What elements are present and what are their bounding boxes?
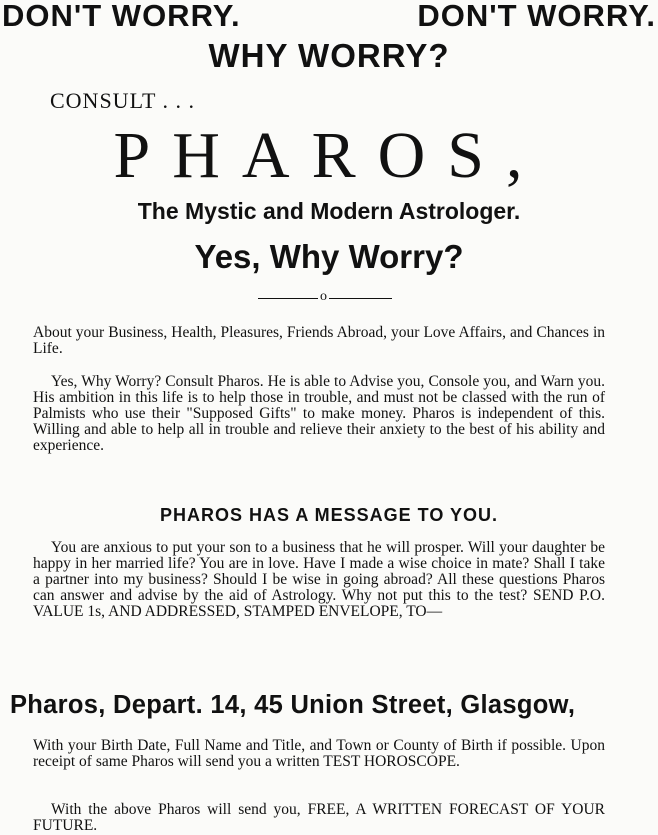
dont-worry-left: DON'T WORRY.: [2, 0, 241, 33]
yes-why-worry-heading: Yes, Why Worry?: [194, 238, 464, 275]
dont-worry-right: DON'T WORRY.: [417, 0, 656, 33]
divider-mark: o: [320, 289, 327, 304]
closing-paragraph: With the above Pharos will send you, FREE, A WRITTEN FORECAST OF YOUR FUTURE.: [33, 801, 605, 834]
why-worry-heading: WHY WORRY?: [208, 37, 450, 74]
address-line: Pharos, Depart. 14, 45 Union Street, Glasgow,: [10, 691, 576, 719]
description-paragraph: Yes, Why Worry? Consult Pharos. He is able to Advise you, Console you, and Warn you. His ambition in this life is to help those in trouble, and must not be classed with the run of Palmists who use their "Supposed Gifts" to make money. Pharos is independent of this. Willing and able to help all in trouble and relieve their anxiety to the best of his ability and experience.: [33, 373, 605, 454]
intro-paragraph: About your Business, Health, Pleasures, Friends Abroad, your Love Affairs, and Chances in Life.: [33, 324, 605, 357]
tagline: The Mystic and Modern Astrologer.: [137, 198, 521, 224]
instructions-paragraph: With your Birth Date, Full Name and Title, and Town or County of Birth if possible. Upon receipt of same Pharos will send you a written TEST HOROSCOPE.: [33, 737, 605, 770]
message-paragraph: You are anxious to put your son to a business that he will prosper. Will your daughter be happy in her married life? You are in love. Have I made a wise choice in mate? Shall I take a partner into my business? Should I be wise in going abroad? All these questions Pharos can answer and advise by the aid of Astrology. Why not put this to the test? SEND P.O. VALUE 1s, AND ADDRESSED, STAMPED ENVELOPE, TO—: [33, 539, 605, 620]
pharos-title: PHAROS,: [113, 119, 545, 192]
consult-label: CONSULT . . .: [50, 88, 196, 113]
message-heading: PHAROS HAS A MESSAGE TO YOU.: [159, 505, 499, 525]
